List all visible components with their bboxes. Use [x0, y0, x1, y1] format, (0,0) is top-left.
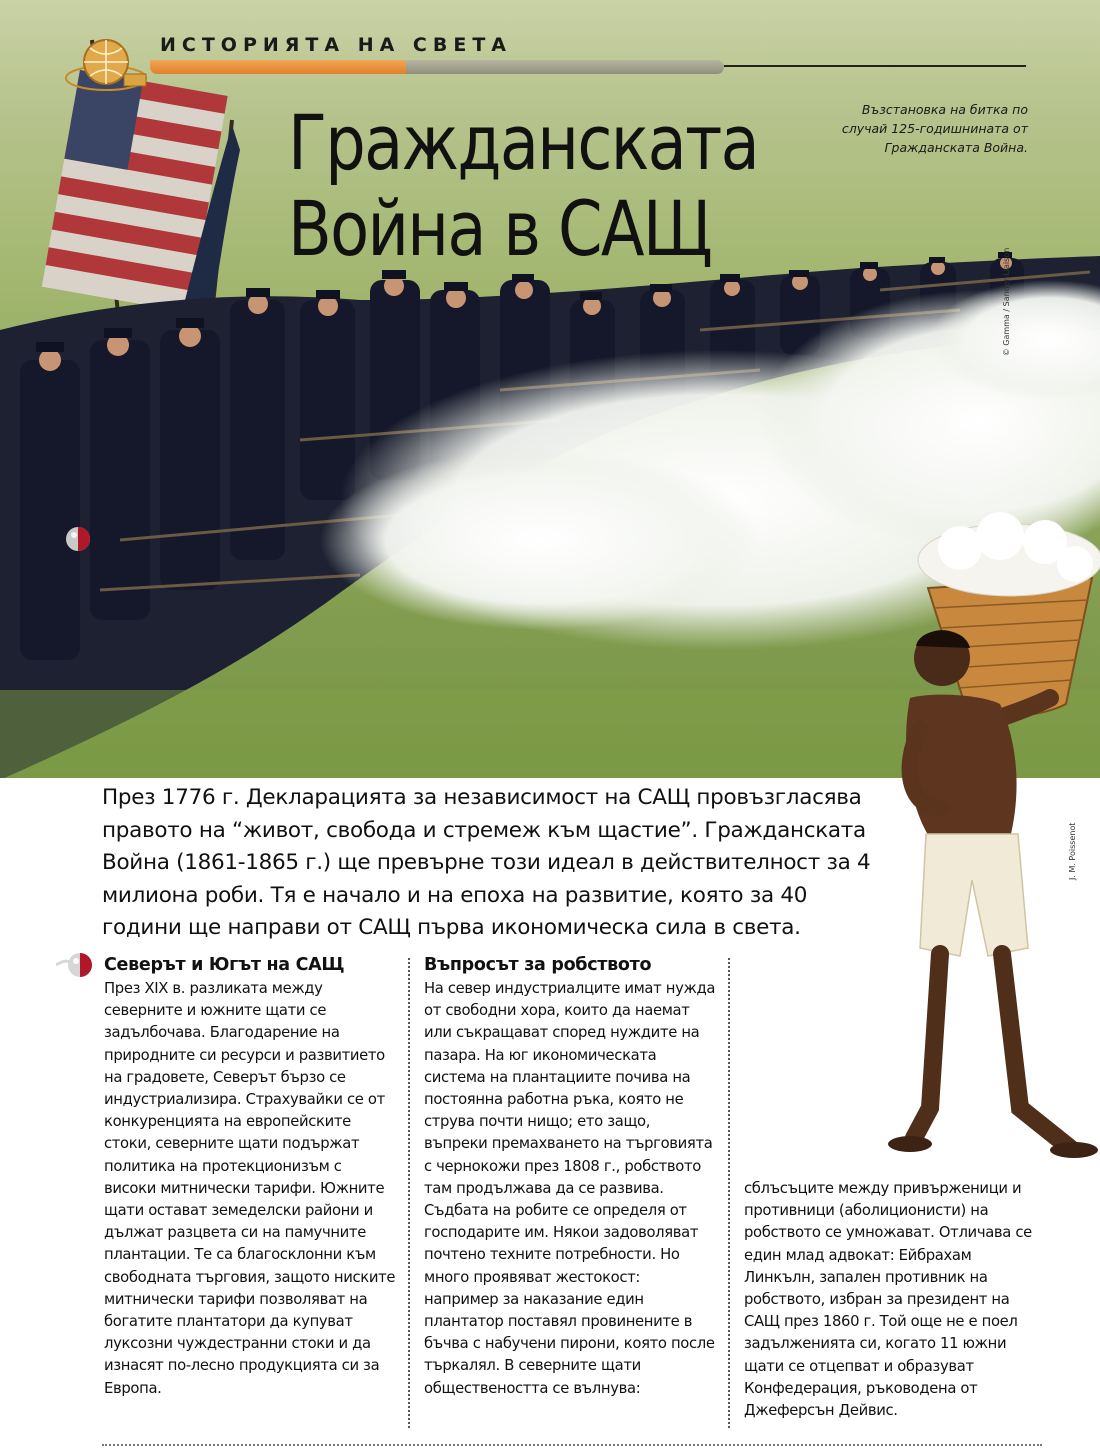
- section-bullet-icon: [56, 948, 96, 982]
- section-body: сблъсъците между привърженици и противници (аболиционисти) на робството се умножават. Отличава се един млад адвокат: Ейбрахам Линкълн, запален противник на робството, избран за президент на САЩ през 1860 г. Той още не е поел задълженията си, когато 11 южни щати се отцепват и образуват Конфедерация, ръководена от Джеферсън Дейвис.: [744, 1180, 1032, 1420]
- illustration-credit: J. M. Poissenot: [1068, 822, 1077, 880]
- article-title: [288, 100, 792, 272]
- section-north-south: [104, 954, 396, 1400]
- intro-paragraph: През 1776 г. Декларацията за независимост на САЩ провъзгласява правото на “живот, свобода и стремеж към щастие”. Гражданската Война (1861-1865 г.) ще превърне този идеал в действителност за 4 милиона роби. Тя е начало и на епоха на развитие, която за 40 години ще направи от САЩ първа икономическа сила в света.: [102, 785, 871, 940]
- section-slavery-continued: [744, 1178, 1044, 1422]
- section-slavery-question: [424, 954, 716, 1400]
- section-body: На север индустриалците имат нужда от свободни хора, които да наемат или съкращават според нуждите на пазара. На юг икономическата система на плантациите почива на постоянна работна ръка, която не струва почти нищо; ето защо, въпреки премахването на търговията с чернокожи през 1808 г., робството там продължава да се развива. Съдбата на робите се определя от господарите им. Някои задоволяват почтено техните потребности. Но много проявяват жестокост: например за наказание един плантатор поставял провинените в бъчва с набучени пирони, която после търкалял. В северните щати обществеността се вълнува:: [424, 980, 716, 1397]
- series-bar-gray: [406, 60, 724, 74]
- bullet-ball-icon: [56, 524, 94, 554]
- series-header: [0, 0, 1100, 96]
- section-heading: Северът и Югът на САЩ: [104, 955, 345, 975]
- article-title-line1: Гражданската: [288, 98, 759, 187]
- series-divider-line: [724, 65, 1026, 67]
- enslaved-worker-illustration: [870, 508, 1100, 1178]
- photo-caption: Възстановка на битка по случай 125-годишнината от Гражданската Война.: [841, 102, 1028, 155]
- column-divider: [728, 958, 730, 1428]
- section-body: През XIX в. разликата между северните и южните щати се задълбочава. Благодарение на природните си ресурси и развитието на градовете, Северът бързо се индустриализира. Страхувайки се от конкуренцията на европейските стоки, северните щати подържат политика на протекционизъм с високи митнически тарифи. Южните щати остават земеделски райони и дължат разцвета си на памучните плантации. Те са благосклонни към свободната търговия, защото ниските митнически тарифи позволяват на богатите плантатори да купуват луксозни чуждестранни стоки и да изнасят по-лесно продукцията си за Европа.: [104, 980, 396, 1397]
- section-heading: Въпросът за робството: [424, 955, 652, 975]
- globe-logo-icon: [60, 30, 152, 96]
- series-title: ИСТОРИЯТА НА СВЕТА: [160, 34, 512, 56]
- bottom-divider: [102, 1444, 1042, 1446]
- column-divider: [408, 958, 410, 1428]
- photo-credit: © Gamma / Sander-Liaison: [1002, 247, 1011, 357]
- series-bar-orange: [150, 60, 408, 74]
- article-title-line2: Война в САЩ: [288, 184, 712, 273]
